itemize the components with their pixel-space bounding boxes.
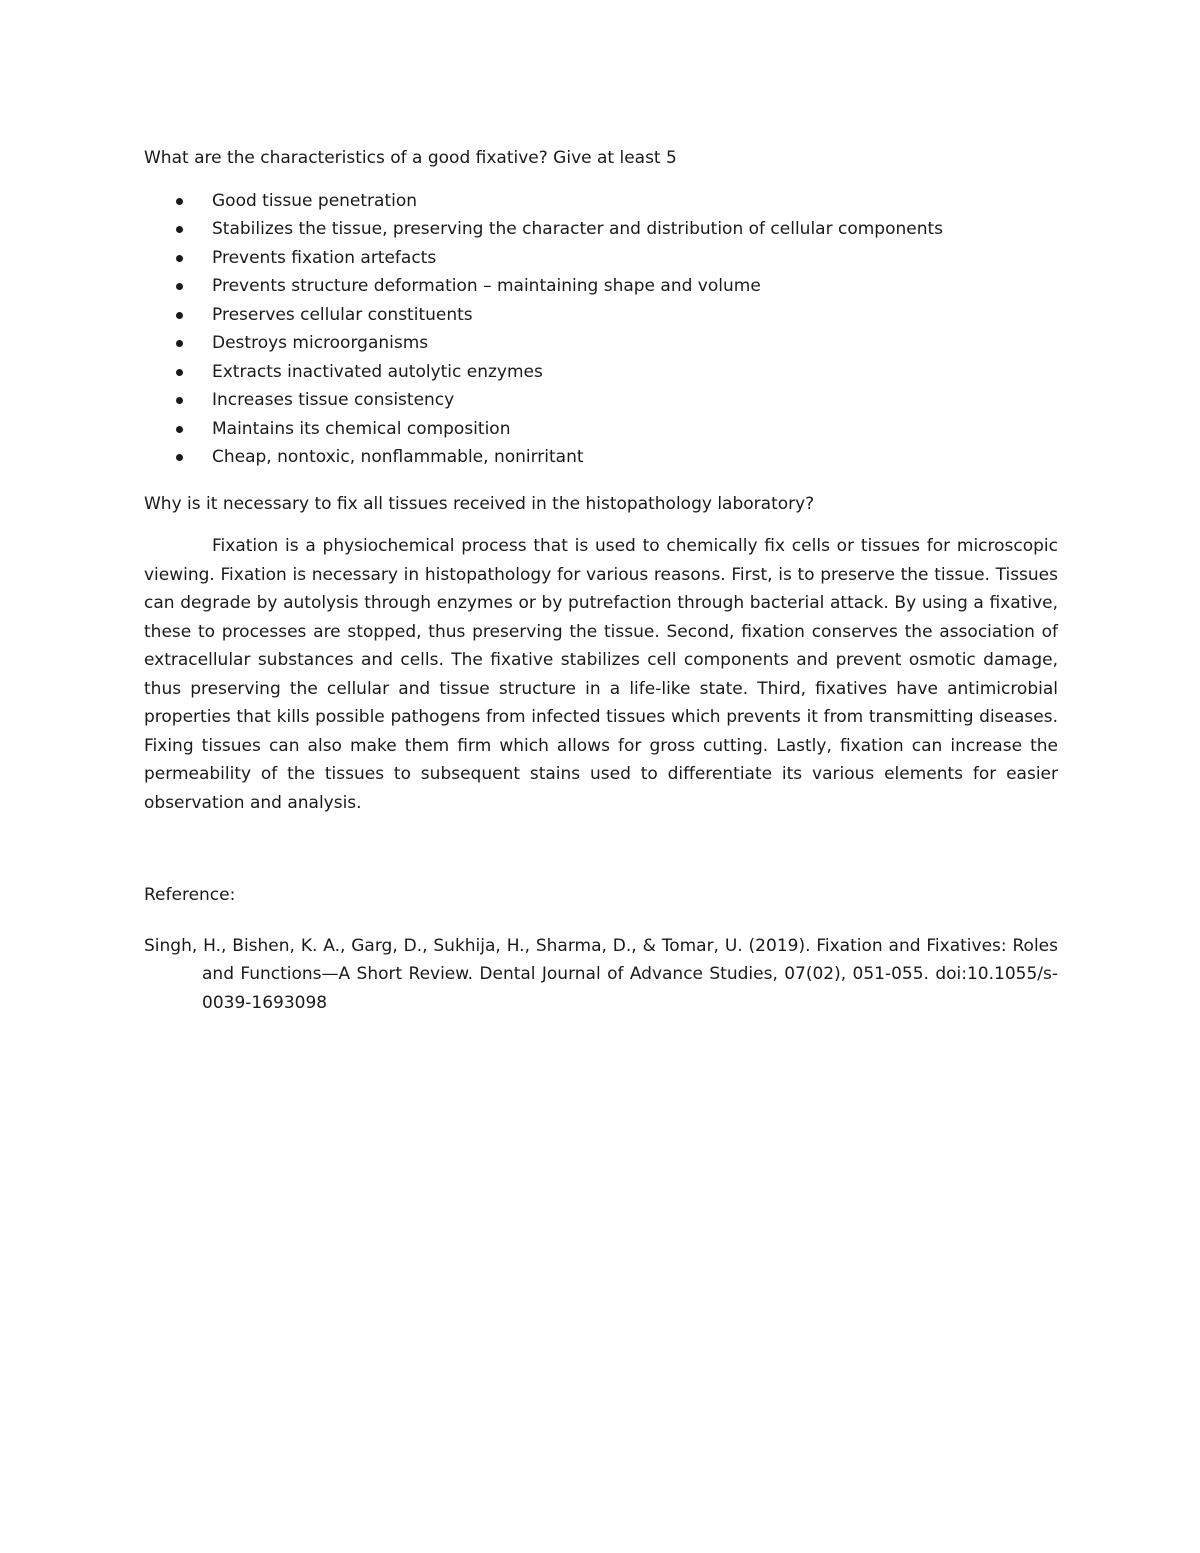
list-item-text: Cheap, nontoxic, nonflammable, nonirritant: [212, 447, 584, 467]
bullet-icon: [176, 312, 183, 319]
list-item: [144, 415, 1058, 444]
list-item: [144, 301, 1058, 330]
list-item-text: Destroys microorganisms: [212, 333, 429, 353]
question-heading: Why is it necessary to fix all tissues received in the histopathology laboratory?: [144, 493, 815, 514]
bullet-icon: [176, 283, 183, 290]
list-item: [144, 329, 1058, 358]
list-item-text: Good tissue penetration: [212, 190, 418, 211]
bullet-icon: [176, 340, 183, 347]
list-item-text: Stabilizes the tissue, preserving the character and distribution of cellular components: [212, 219, 944, 239]
list-item-text: Increases tissue consistency: [212, 390, 455, 410]
bullet-icon: [176, 426, 183, 433]
list-item: [144, 244, 1058, 273]
list-item-text: Prevents structure deformation – maintaining shape and volume: [212, 276, 761, 296]
reference-entry: Singh, H., Bishen, K. A., Garg, D., Sukhija, H., Sharma, D., & Tomar, U. (2019). Fixation and Fixatives: Roles and Functions—A Short Review. Dental Journal of Advance Studies, 07(02), 051-055. doi:10.1055/s-0039-1693098: [144, 935, 1058, 1013]
list-item: [144, 215, 1058, 244]
reference-label: Reference:: [144, 885, 236, 905]
bullet-icon: [176, 255, 183, 262]
bullet-icon: [176, 198, 183, 205]
list-item: [144, 187, 1058, 216]
document-body: [144, 144, 1058, 1017]
list-item: [144, 443, 1058, 472]
list-item: [144, 386, 1058, 415]
list-item: [144, 358, 1058, 387]
list-item-text: Preserves cellular constituents: [212, 304, 473, 325]
bullet-icon: [176, 397, 183, 404]
characteristics-list: [144, 187, 1058, 472]
question-heading: What are the characteristics of a good fixative? Give at least 5: [144, 148, 677, 168]
bullet-icon: [176, 369, 183, 376]
bullet-icon: [176, 454, 183, 461]
list-item: [144, 272, 1058, 301]
bullet-icon: [176, 226, 183, 233]
list-item-text: Maintains its chemical composition: [212, 418, 511, 439]
list-item-text: Prevents fixation artefacts: [212, 247, 437, 268]
answer-paragraph: Fixation is a physiochemical process that is used to chemically fix cells or tissues for microscopic viewing. Fixation is necessary in histopathology for various reasons. First, is to preserve the tissue. Tissues can degrade by autolysis through enzymes or by putrefaction through bacterial attack. By using a fixative, these to processes are stopped, thus preserving the tissue. Second, fixation conserves the association of extracellular substances and cells. The fixative stabilizes cell components and prevent osmotic damage, thus preserving the cellular and tissue structure in a life-like state. Third, fixatives have antimicrobial properties that kills possible pathogens from infected tissues which prevents it from transmitting diseases. Fixing tissues can also make them firm which allows for gross cutting. Lastly, fixation can increase the permeability of the tissues to subsequent stains used to differentiate its various elements for easier observation and analysis.: [144, 536, 1058, 813]
list-item-text: Extracts inactivated autolytic enzymes: [212, 361, 543, 382]
